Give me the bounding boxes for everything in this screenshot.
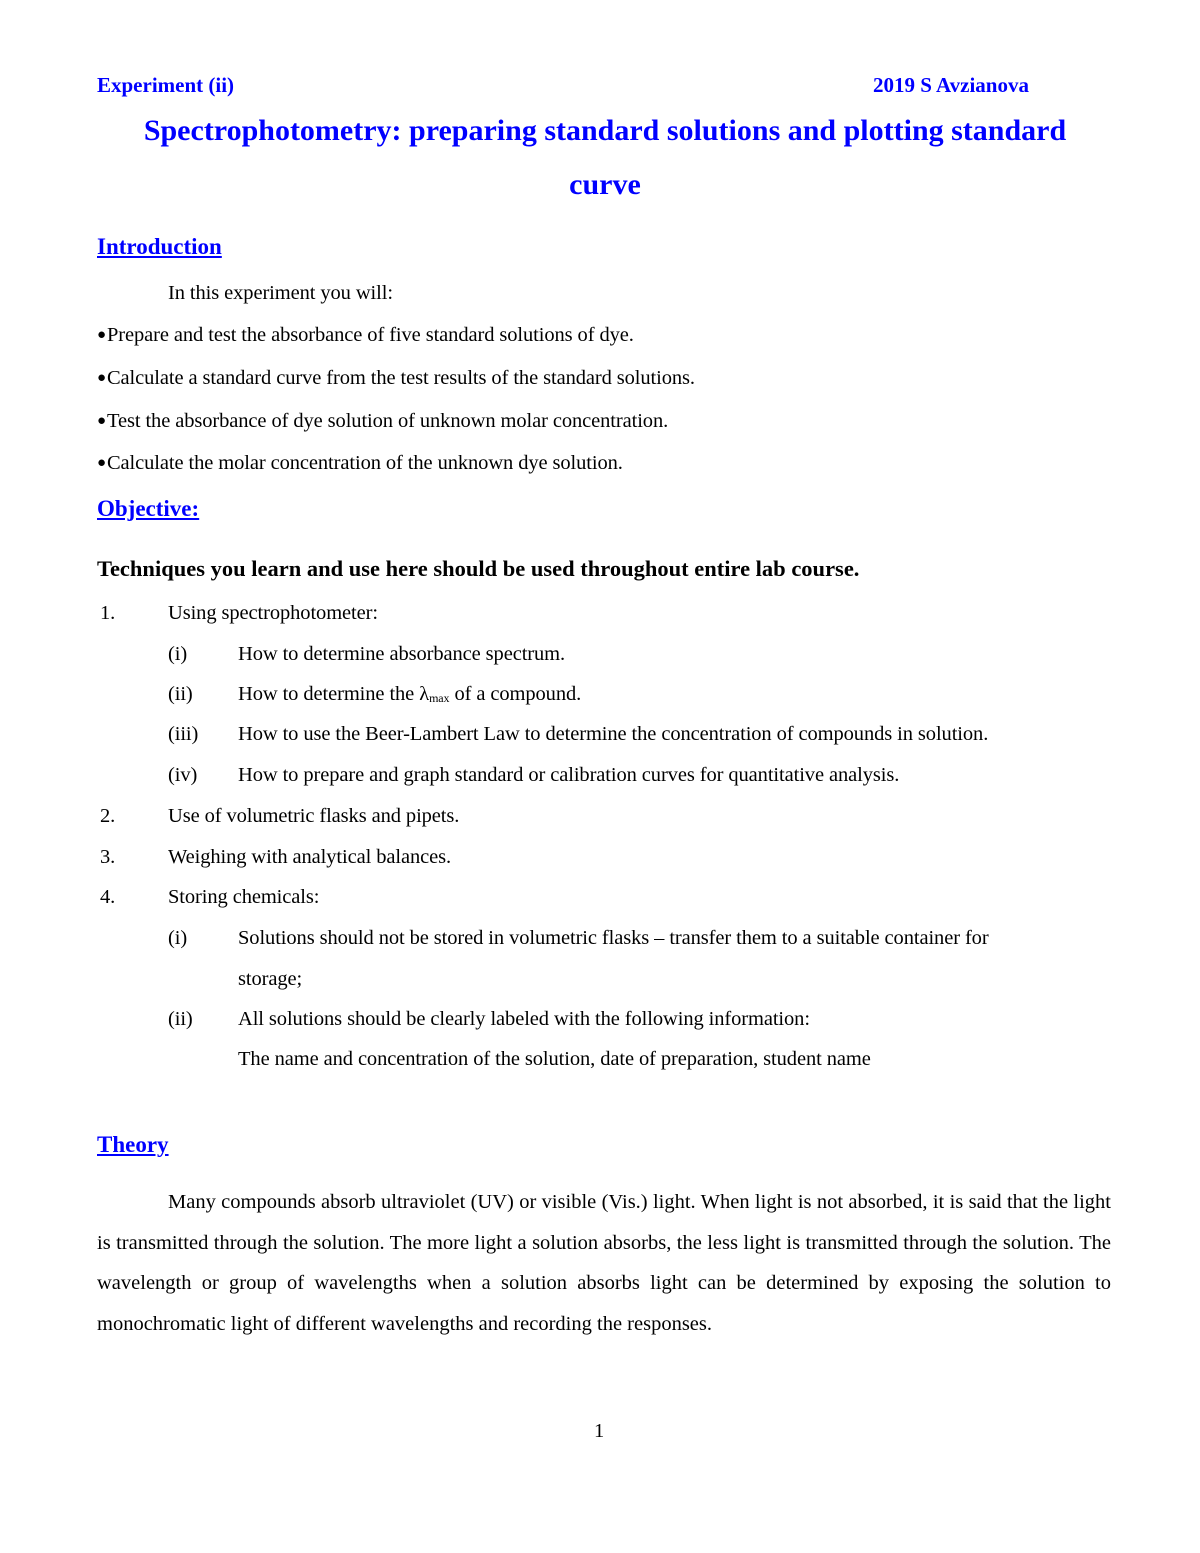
objective-statement: Techniques you learn and use here should be used throughout entire lab course.: [97, 556, 860, 581]
bullet-icon: ●: [97, 455, 106, 471]
objective-subitem-number: (ii): [168, 683, 193, 705]
introduction-bullet: ●Test the absorbance of dye solution of unknown molar concentration.: [97, 410, 669, 432]
objective-subitem-text: How to prepare and graph standard or calibration curves for quantitative analysis.: [238, 764, 900, 786]
objective-item-text: Weighing with analytical balances.: [168, 846, 451, 868]
objective-item-text: Using spectrophotometer:: [168, 602, 378, 624]
introduction-bullet: ●Calculate the molar concentration of the unknown dye solution.: [97, 452, 623, 474]
objective-heading: Objective:: [97, 496, 200, 521]
objective-item-number: 4.: [100, 886, 116, 908]
objective-item-text: Storing chemicals:: [168, 886, 320, 908]
bullet-icon: ●: [97, 327, 106, 343]
objective-subitem-text: All solutions should be clearly labeled with the following information:: [238, 1008, 810, 1030]
page-number: 1: [594, 1420, 605, 1442]
objective-subitem-text: How to determine the λmax of a compound.: [238, 683, 582, 705]
page-title-line2: curve: [569, 168, 641, 201]
introduction-heading: Introduction: [97, 234, 222, 259]
objective-subitem-number: (ii): [168, 1008, 193, 1030]
bullet-icon: ●: [97, 370, 106, 386]
objective-subitem-number: (i): [168, 927, 188, 949]
theory-heading: Theory: [97, 1132, 169, 1157]
objective-subitem-text-continued: The name and concentration of the solution, date of preparation, student name: [238, 1048, 871, 1070]
header-experiment-label: Experiment (ii): [97, 73, 235, 97]
objective-subitem-number: (iv): [168, 764, 198, 786]
introduction-bullet: ●Calculate a standard curve from the test results of the standard solutions.: [97, 367, 695, 389]
objective-subitem-number: (i): [168, 643, 188, 665]
objective-subitem-number: (iii): [168, 723, 199, 745]
lambda-max-subscript: max: [429, 691, 450, 705]
introduction-bullet: ●Prepare and test the absorbance of five standard solutions of dye.: [97, 324, 634, 346]
objective-subitem-text-continued: storage;: [238, 968, 303, 990]
objective-subitem-text: Solutions should not be stored in volumetric flasks – transfer them to a suitable container for: [238, 927, 989, 949]
objective-item-number: 3.: [100, 846, 116, 868]
header-author-year: 2019 S Avzianova: [873, 73, 1029, 97]
introduction-lead: In this experiment you will:: [168, 282, 393, 304]
page-title-line1: Spectrophotometry: preparing standard solutions and plotting standard: [143, 114, 1067, 147]
theory-paragraph: Many compounds absorb ultraviolet (UV) or visible (Vis.) light. When light is not absorbed, it is said that the light is transmitted through the solution. The more light a solution absorbs, the less light is transmitted through the solution. The wavelength or group of wavelengths when a solution absorbs light can be determined by exposing the solution to monochromatic light of different wavelengths and recording the responses.: [97, 1191, 1111, 1335]
objective-subitem-text: How to use the Beer-Lambert Law to determine the concentration of compounds in solution.: [238, 723, 989, 745]
objective-item-number: 1.: [100, 602, 116, 624]
bullet-icon: ●: [97, 413, 106, 429]
objective-item-number: 2.: [100, 805, 116, 827]
objective-subitem-text: How to determine absorbance spectrum.: [238, 643, 566, 665]
objective-item-text: Use of volumetric flasks and pipets.: [168, 805, 460, 827]
